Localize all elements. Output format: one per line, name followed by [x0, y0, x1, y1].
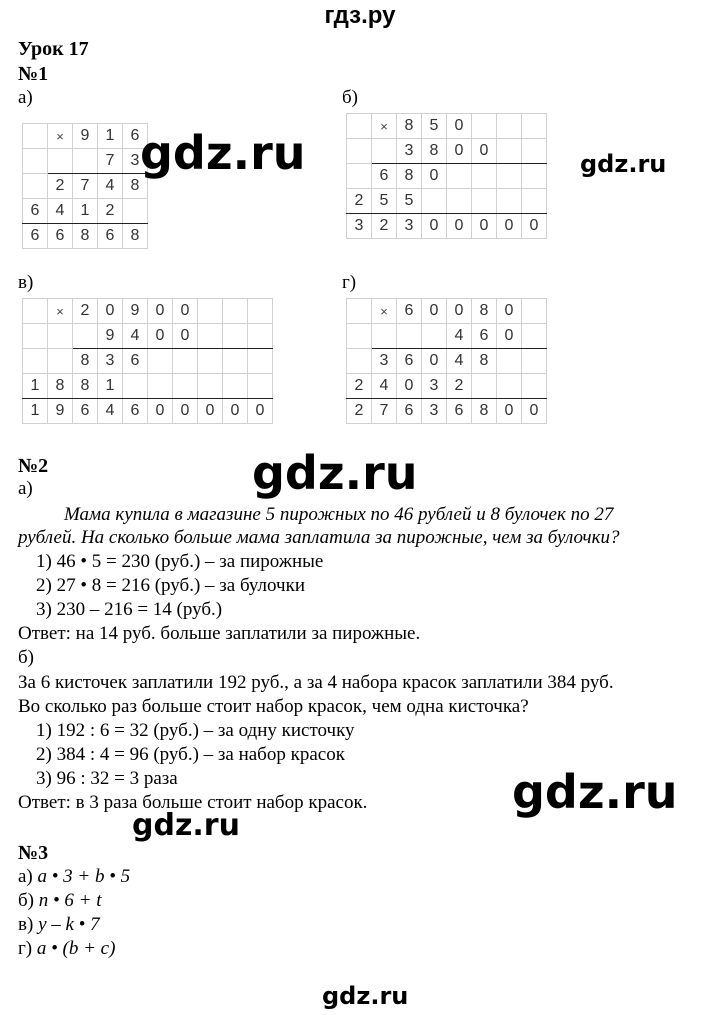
grid-cell: 2 [347, 189, 372, 214]
multiplication-grid-g [346, 298, 547, 424]
multiplication-grid-b [346, 113, 547, 239]
task2-b-problem-line2: Во сколько раз больше стоит набор красок, чем одна кисточка? [18, 696, 529, 717]
grid-cell: 3 [397, 214, 422, 239]
grid-cell: 0 [422, 164, 447, 189]
grid-cell [48, 324, 73, 349]
task1-g-label: г) [342, 272, 357, 293]
grid-cell: 0 [422, 214, 447, 239]
grid-cell: 4 [48, 199, 73, 224]
grid-cell [248, 324, 273, 349]
watermark-text: gdz.ru [512, 765, 678, 819]
grid-cell: 0 [472, 214, 497, 239]
grid-cell: 4 [447, 349, 472, 374]
task2-a-problem-line2: рублей. На сколько больше мама заплатила за пирожные, чем за булочки? [18, 527, 620, 548]
grid-cell: 6 [48, 224, 73, 249]
grid-cell: 0 [447, 114, 472, 139]
grid-cell: 0 [447, 299, 472, 324]
grid-cell: 0 [148, 299, 173, 324]
grid-cell [347, 114, 372, 139]
grid-cell: 0 [98, 299, 123, 324]
grid-cell [48, 149, 73, 174]
task2-a-label: а) [18, 478, 33, 499]
grid-cell [397, 324, 422, 349]
grid-cell: 1 [73, 199, 98, 224]
grid-cell [472, 164, 497, 189]
grid-cell: 6 [123, 124, 148, 149]
grid-cell: 8 [73, 224, 98, 249]
grid-cell: 9 [123, 299, 148, 324]
grid-cell: 6 [123, 399, 148, 424]
task1-label: №1 [18, 63, 49, 85]
grid-cell: 0 [148, 399, 173, 424]
grid-cell [472, 374, 497, 399]
grid-cell: 5 [372, 189, 397, 214]
grid-cell: 0 [522, 399, 547, 424]
grid-cell [472, 114, 497, 139]
grid-cell: 4 [447, 324, 472, 349]
grid-cell [497, 349, 522, 374]
task3-item: а) a • 3 + b • 5 [18, 866, 131, 887]
grid-cell [497, 114, 522, 139]
grid-cell: 6 [123, 349, 148, 374]
grid-cell [23, 149, 48, 174]
grid-cell: 6 [397, 299, 422, 324]
task2-b-step: 2) 384 : 4 = 96 (руб.) – за набор красок [36, 744, 345, 765]
watermark-text: gdz.ru [580, 150, 667, 178]
grid-cell: 2 [347, 374, 372, 399]
grid-row [23, 224, 148, 249]
task2-b-step: 3) 96 : 32 = 3 раза [36, 768, 178, 789]
grid-cell [198, 324, 223, 349]
task3-item: г) a • (b + c) [18, 938, 116, 959]
grid-cell: 0 [447, 139, 472, 164]
grid-cell [347, 164, 372, 189]
multiply-sign: × [48, 124, 73, 149]
grid-cell: 6 [73, 399, 98, 424]
grid-row [23, 124, 148, 149]
grid-cell: 0 [497, 299, 522, 324]
grid-row [347, 214, 547, 239]
grid-cell: 7 [372, 399, 397, 424]
grid-cell [472, 189, 497, 214]
grid-cell: 0 [173, 399, 198, 424]
grid-row [347, 299, 547, 324]
lesson-title: Урок 17 [18, 38, 89, 60]
grid-cell [497, 139, 522, 164]
grid-cell [223, 324, 248, 349]
grid-cell [173, 374, 198, 399]
grid-cell [522, 349, 547, 374]
grid-cell [148, 374, 173, 399]
grid-cell: 8 [123, 174, 148, 199]
grid-cell [522, 374, 547, 399]
grid-cell: 7 [98, 149, 123, 174]
multiplication-grid-a [22, 123, 148, 249]
grid-cell [73, 324, 98, 349]
grid-cell [522, 114, 547, 139]
grid-cell: 9 [73, 124, 98, 149]
grid-cell [148, 349, 173, 374]
grid-cell [23, 124, 48, 149]
grid-cell [447, 164, 472, 189]
grid-cell: 7 [73, 174, 98, 199]
watermark-text: gdz.ru [132, 808, 240, 843]
grid-row [347, 114, 547, 139]
grid-cell: 6 [98, 224, 123, 249]
grid-row [347, 139, 547, 164]
grid-cell: 8 [73, 349, 98, 374]
grid-cell: 0 [422, 299, 447, 324]
grid-cell: 8 [472, 299, 497, 324]
grid-cell: 1 [98, 374, 123, 399]
grid-cell [497, 189, 522, 214]
grid-cell [522, 189, 547, 214]
grid-cell [248, 349, 273, 374]
grid-cell [347, 299, 372, 324]
grid-cell [422, 324, 447, 349]
watermark-text: gdz.ru [140, 126, 306, 180]
task1-v-label: в) [18, 272, 34, 293]
grid-cell: 0 [248, 399, 273, 424]
grid-cell: 2 [347, 399, 372, 424]
grid-cell [123, 199, 148, 224]
grid-cell: 2 [372, 214, 397, 239]
grid-cell: 1 [98, 124, 123, 149]
grid-row [347, 349, 547, 374]
grid-row [347, 399, 547, 424]
grid-cell [347, 349, 372, 374]
grid-cell: 8 [472, 399, 497, 424]
multiplication-grid-v [22, 298, 273, 424]
grid-cell: 6 [23, 224, 48, 249]
grid-cell: 3 [123, 149, 148, 174]
grid-cell [23, 174, 48, 199]
task3-item: б) n • 6 + t [18, 890, 102, 911]
grid-cell [522, 164, 547, 189]
grid-cell [522, 139, 547, 164]
watermark-text: gdz.ru [252, 446, 418, 500]
grid-cell: 6 [397, 349, 422, 374]
grid-row [23, 374, 273, 399]
grid-cell: 3 [98, 349, 123, 374]
grid-cell [23, 349, 48, 374]
grid-cell [123, 374, 148, 399]
grid-cell [497, 374, 522, 399]
grid-cell: 9 [98, 324, 123, 349]
task2-a-answer: Ответ: на 14 руб. больше заплатили за пирожные. [18, 623, 421, 644]
grid-cell: 8 [123, 224, 148, 249]
site-header: гдз.ру [324, 2, 396, 29]
grid-cell: 0 [522, 214, 547, 239]
grid-cell [223, 349, 248, 374]
grid-cell: 2 [447, 374, 472, 399]
grid-cell: 0 [422, 349, 447, 374]
grid-cell: 0 [472, 139, 497, 164]
grid-cell: 8 [73, 374, 98, 399]
grid-cell [347, 324, 372, 349]
task3-item: в) y – k • 7 [18, 914, 100, 935]
grid-row [23, 174, 148, 199]
grid-cell: 6 [447, 399, 472, 424]
task1-a-label: а) [18, 87, 33, 108]
grid-cell [198, 374, 223, 399]
grid-cell [447, 189, 472, 214]
grid-cell: 8 [397, 114, 422, 139]
grid-cell: 6 [23, 199, 48, 224]
grid-row [23, 349, 273, 374]
grid-cell [347, 139, 372, 164]
grid-cell [223, 374, 248, 399]
grid-cell: 4 [98, 174, 123, 199]
grid-cell: 9 [48, 399, 73, 424]
grid-row [23, 324, 273, 349]
task2-a-step: 2) 27 • 8 = 216 (руб.) – за булочки [36, 575, 306, 596]
grid-cell: 0 [497, 324, 522, 349]
grid-cell: 8 [472, 349, 497, 374]
multiply-sign: × [48, 299, 73, 324]
grid-cell: 3 [397, 139, 422, 164]
grid-cell: 3 [372, 349, 397, 374]
grid-cell: 6 [397, 399, 422, 424]
grid-cell [248, 299, 273, 324]
multiply-sign: × [372, 114, 397, 139]
grid-cell: 2 [73, 299, 98, 324]
grid-cell: 3 [347, 214, 372, 239]
grid-cell [522, 324, 547, 349]
grid-cell: 8 [422, 139, 447, 164]
grid-row [23, 399, 273, 424]
task2-label: №2 [18, 455, 49, 477]
grid-cell [372, 139, 397, 164]
task2-a-step: 3) 230 – 216 = 14 (руб.) [36, 599, 223, 620]
task2-b-answer: Ответ: в 3 раза больше стоит набор красок. [18, 792, 368, 813]
task2-b-problem-line1: За 6 кисточек заплатили 192 руб., а за 4 набора красок заплатили 384 руб. [18, 672, 614, 693]
grid-cell: 5 [422, 114, 447, 139]
grid-cell: 6 [472, 324, 497, 349]
watermark-text: gdz.ru [322, 982, 409, 1010]
grid-cell: 0 [148, 324, 173, 349]
grid-cell [23, 324, 48, 349]
grid-cell: 4 [98, 399, 123, 424]
grid-row [347, 324, 547, 349]
grid-row [23, 299, 273, 324]
grid-cell: 0 [497, 399, 522, 424]
grid-cell: 6 [372, 164, 397, 189]
grid-cell: 0 [497, 214, 522, 239]
task3-label: №3 [18, 842, 49, 864]
grid-row [23, 149, 148, 174]
grid-cell: 4 [123, 324, 148, 349]
task2-b-label: б) [18, 647, 34, 668]
grid-cell: 2 [48, 174, 73, 199]
grid-cell [497, 164, 522, 189]
grid-row [347, 164, 547, 189]
grid-row [347, 374, 547, 399]
grid-cell: 1 [23, 399, 48, 424]
grid-cell: 1 [23, 374, 48, 399]
task2-b-step: 1) 192 : 6 = 32 (руб.) – за одну кисточку [36, 720, 355, 741]
task2-a-problem-line1: Мама купила в магазине 5 пирожных по 46 рублей и 8 булочек по 27 [64, 504, 614, 525]
grid-cell: 8 [48, 374, 73, 399]
grid-cell [23, 299, 48, 324]
grid-cell: 0 [198, 399, 223, 424]
grid-cell: 0 [223, 399, 248, 424]
grid-cell [223, 299, 248, 324]
grid-cell: 0 [447, 214, 472, 239]
task2-a-step: 1) 46 • 5 = 230 (руб.) – за пирожные [36, 551, 324, 572]
grid-row [23, 199, 148, 224]
grid-cell: 2 [98, 199, 123, 224]
grid-cell [48, 349, 73, 374]
grid-cell: 0 [397, 374, 422, 399]
multiply-sign: × [372, 299, 397, 324]
grid-cell: 3 [422, 374, 447, 399]
grid-cell [372, 324, 397, 349]
grid-cell [173, 349, 198, 374]
grid-cell [73, 149, 98, 174]
grid-cell: 8 [397, 164, 422, 189]
grid-cell [198, 299, 223, 324]
grid-row [347, 189, 547, 214]
grid-cell: 3 [422, 399, 447, 424]
task1-b-label: б) [342, 87, 358, 108]
grid-cell [422, 189, 447, 214]
grid-cell [522, 299, 547, 324]
grid-cell: 4 [372, 374, 397, 399]
grid-cell [198, 349, 223, 374]
grid-cell [248, 374, 273, 399]
grid-cell: 0 [173, 324, 198, 349]
grid-cell: 5 [397, 189, 422, 214]
grid-cell: 0 [173, 299, 198, 324]
